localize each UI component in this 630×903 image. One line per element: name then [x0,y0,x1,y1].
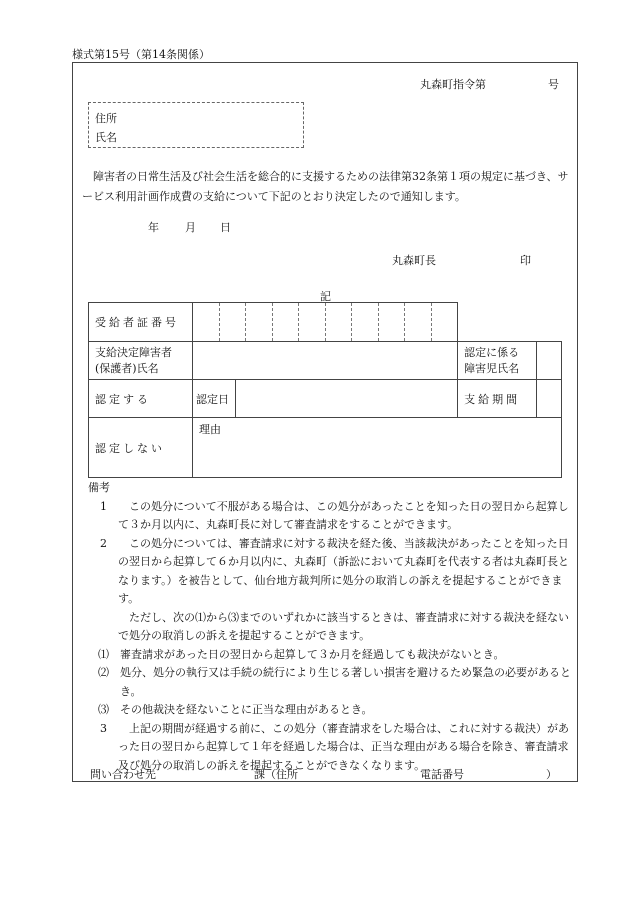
recipient-box [88,102,304,148]
approve-label: 認定する [89,380,193,418]
remark-num: 3 [100,721,107,735]
blank-cell [458,303,562,342]
decided-person-name [193,342,458,380]
cert-digit [431,303,458,341]
contact-close: ） [546,768,557,781]
child-label-line2: 障害児氏名 [464,361,520,375]
body-text: 障害者の日常生活及び社会生活を総合的に支援するための法律第32条第１項の規定に基づき、サービス利用計画作成費の支給について下記のとおり決定したので通知します。 [82,170,569,203]
child-label [458,342,537,380]
period-label: 支給期間 [458,380,537,418]
cert-digit [193,303,219,341]
cert-digit [404,303,431,341]
reason-label: 理由 [199,423,221,436]
decided-person-label-line1: 支給決定障害者 [95,345,172,359]
remarks-heading: 備考 [88,481,110,494]
cert-digit [378,303,405,341]
doc-number-suffix: 号 [548,78,559,91]
date-month: 月 [185,221,196,234]
remark-text: この処分については、審査請求に対する裁決を経た後、当該裁決があったことを知った日の翌日から起算して６か月以内に、丸森町（訴訟において丸森町を代表する者は丸森町長となります。）を被告として、仙台地方裁判所に処分の取消しの訴えを提起することができます。 [118,536,569,605]
reason-cell [193,418,562,478]
remark-item-2 [88,535,574,720]
form-label: 様式第15号（第14条関係） [72,48,210,61]
remark-num: 2 [100,536,107,550]
remark-item-3 [88,720,574,776]
child-name [537,342,562,380]
seal-mark: 印 [520,254,531,267]
remarks [88,479,574,775]
approve-date-value [236,380,458,418]
remark-item-1 [88,498,574,535]
contact-section: 課（住所 [254,768,298,781]
contact-phone: 電話番号 [420,768,464,781]
decided-person-label [89,342,193,380]
remark-num: 1 [100,499,107,513]
cert-number-cells [193,303,458,342]
doc-number-prefix: 丸森町指令第 [420,78,486,91]
cert-digit [325,303,352,341]
name-label: 氏名 [95,131,117,144]
decision-table [88,302,562,478]
cert-digit [351,303,378,341]
ki-heading: 記 [320,290,331,303]
remark-sub-2: ⑵ 処分、処分の執行又は手続の続行により生じる著しい損害を避けるため緊急の必要があるとき。 [98,666,571,698]
not-approve-label: 認定しない [89,418,193,478]
remark-sub-1: ⑴ 審査請求があった日の翌日から起算して３か月を経過しても裁決がないとき。 [98,647,505,661]
child-label-line1: 認定に係る [464,345,520,359]
cert-digit [245,303,272,341]
issuer-title: 丸森町長 [392,254,436,267]
approve-date-label: 認定日 [193,380,236,418]
date-day: 日 [220,221,231,234]
remark-text: 上記の期間が経過する前に、この処分（審査請求をした場合は、これに対する裁決）があった日の翌日から起算して１年を経過した場合は、正当な理由がある場合を除き、審査請求及び処分の取消しの訴えを提起することができなくなります。 [118,721,569,772]
decided-person-label-line2: (保護者)氏名 [95,361,159,375]
remark-proviso: ただし、次の⑴から⑶までのいずれかに該当するときは、審査請求に対する裁決を経ないで処分の取消しの訴えを提起することができます。 [118,610,569,642]
cert-digit [298,303,325,341]
cert-digit [272,303,299,341]
contact-label: 問い合わせ先 [90,768,156,781]
date-year: 年 [148,221,159,234]
period-value [537,380,562,418]
cert-number-label: 受給者証番号 [89,303,193,342]
address-label: 住所 [95,112,117,125]
remark-text: この処分について不服がある場合は、この処分があったことを知った日の翌日から起算して３か月以内に、丸森町長に対して審査請求をすることができます。 [118,499,569,531]
cert-digit [219,303,246,341]
remark-sub-3: ⑶ その他裁決を経ないことに正当な理由があるとき。 [98,703,373,716]
